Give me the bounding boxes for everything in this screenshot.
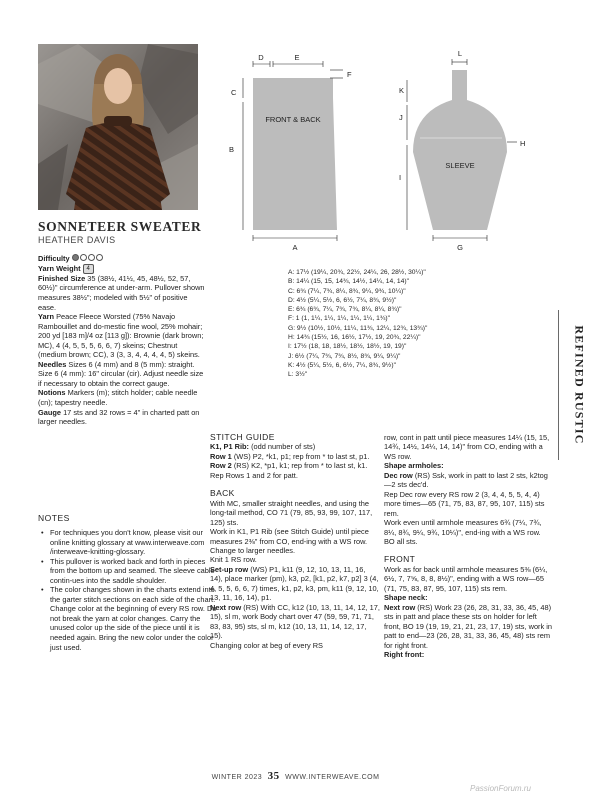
- notions-label: Notions: [38, 388, 66, 398]
- list-item: K: 4½ (5¼, 5½, 6, 6½, 7¼, 8¾, 9½)": [288, 361, 396, 369]
- difficulty-label: Difficulty: [38, 254, 70, 263]
- list-item: • The color changes shown in the charts extend into the garter stitch sections on each side of the chart. Change color at the beginning of every RS row. Do not break the yarn at color changes. Carry the unused color up the side of the piece until it is needed again. Bring the new color under the color just used.: [41, 585, 217, 652]
- schematic-diagram: [215, 40, 535, 265]
- finished-size-label: Finished Size: [38, 273, 86, 283]
- dimension-b-label: B: [229, 145, 235, 154]
- measurements-list: [288, 268, 528, 380]
- website-label: WWW.INTERWEAVE.COM: [285, 774, 380, 781]
- list-item: L: 3½": [288, 371, 308, 379]
- list-item: C: 6¾ (7¼, 7¾, 8¼, 8¾, 9¼, 9¾, 10¼)": [288, 287, 406, 295]
- pattern-title: SONNETEER SWEATER: [38, 219, 202, 234]
- notes-heading: NOTES: [38, 513, 70, 523]
- section-tab-label: REFINED RUSTIC: [572, 325, 587, 445]
- dimension-f-label: F: [347, 70, 352, 79]
- dimension-c-label: C: [231, 88, 237, 97]
- difficulty-dots-icon: [72, 254, 104, 264]
- back-heading: BACK: [210, 488, 235, 499]
- notes-list: [38, 528, 220, 652]
- instructions-column-2: STITCH GUIDE K1, P1 Rib: (odd number of sts) Row 1 (WS) P2, *k1, p1; rep from * to last st, p1. Row 2 (RS) K2, *p1, k1; rep from * to last st, k1. Rep Rows 1 and 2 for patt. BACK With MC, smaller straight needles, and using the long-tail method, CO 71 (79, 85, 93, 99, 107, 117, 125) sts. Work in K1, P1 Rib (see Stitch Guide) until piece measures 2⅜" from CO, end-ing with a WS row. Change to larger needles. Knit 1 RS row. Set-up row (WS) P1, k11 (9, 12, 10, 13, 11, 16, 14), place marker (pm), k3, p2, [k1, p2, k7, p2] 3 (4, 4, 5, 5, 6, 6, 7) times, k1, p2, k3, pm, k11 (9, 12, 10, 13, 11, 16, 14), p1. Next row (RS) With CC, k12 (10, 13, 11, 14, 12, 17, 15), sl m, work Body chart over 47 (59, 59, 71, 71, 83, 83, 95) sts, sl m, k12 (10, 13, 11, 14, 12, 17, 15). Changing color at beg of every RS: [210, 432, 380, 650]
- list-item: H: 14¾ (15½, 16, 16½, 17½, 19, 20¾, 22¼)": [288, 334, 421, 342]
- shape-armholes-subheading: Shape armholes:: [384, 461, 444, 471]
- gauge-label: Gauge: [38, 407, 61, 417]
- front-heading: FRONT: [384, 554, 416, 565]
- rib-title: K1, P1 Rib:: [210, 442, 250, 452]
- list-item: • This pullover is worked back and forth in pieces from the bottom up and seamed. The sleeve cable contin-ues into the saddle shoulder.: [41, 556, 215, 585]
- needles-text: Sizes 6 (4 mm) and 8 (5 mm): straight. Size 6 (4 mm): 16" circular (cir). Adjust needle size if necessary to obtain the correct gauge.: [38, 359, 204, 388]
- bullet-icon: •: [41, 556, 44, 566]
- page-number: 35: [267, 770, 280, 782]
- pattern-specs: [38, 254, 206, 427]
- yarn-weight-icon: 4: [83, 264, 94, 274]
- instructions-column-3: row, cont in patt until piece measures 14¼ (15, 15, 14¾, 14½, 14¼, 14, 14)" from CO, ending with a WS row. Shape armholes: Dec row (RS) Ssk, work in patt to last 2 sts, k2tog—2 sts dec'd. Rep Dec row every RS row 2 (3, 4, 4, 5, 5, 4, 4) more times—65 (71, 75, 83, 87, 95, 107, 115) sts rem. Work even until armhole measures 6¾ (7¼, 7¾, 8¼, 8¾, 9¼, 9¾, 10¼)", end-ing with a WS row. BO all sts. FRONT Work as for back until armhole measures 5⅜ (6¼, 6½, 7, 7⅝, 8, 8, 8½)", ending with a WS row—65 (71, 75, 83, 87, 95, 107, 115) sts rem. Shape neck: Next row (RS) Work 23 (26, 28, 31, 33, 36, 45, 48) sts in patt and place these sts on holder for left front, BO 19 (19, 19, 21, 21, 23, 17, 19) sts, work in patt to end—23 (26, 28, 31, 33, 36, 45, 48) sts rem for right front. Right front:: [384, 433, 553, 659]
- dimension-d-label: D: [258, 53, 264, 62]
- dimension-a-label: A: [292, 243, 298, 252]
- right-front-subheading: Right front:: [384, 649, 425, 659]
- designer-name: HEATHER DAVIS: [38, 235, 116, 245]
- front-back-shape: [253, 70, 337, 230]
- list-item: E: 6¾ (6¾, 7¼, 7¾, 7¾, 8¼, 8¼, 8¾)": [288, 306, 402, 314]
- dimension-i-label: I: [399, 173, 402, 182]
- watermark: PassionForum.ru: [470, 784, 531, 793]
- dimension-j-label: J: [399, 113, 403, 122]
- front-back-label: FRONT & BACK: [265, 115, 321, 124]
- gauge-text: 17 sts and 32 rows = 4" in charted patt on larger needles.: [38, 407, 200, 427]
- dimension-l-label: L: [457, 49, 463, 58]
- list-item: G: 9½ (10½, 10½, 11¼, 11¾, 12¼, 12¾, 13¾)": [288, 324, 428, 332]
- model-photo: [38, 44, 198, 210]
- dimension-g-label: G: [457, 243, 463, 252]
- shape-neck-subheading: Shape neck:: [384, 593, 428, 603]
- list-item: J: 6½ (7¼, 7¾, 7¾, 8½, 8¾, 9¼, 9¼)": [288, 352, 401, 360]
- list-item: F: 1 (1, 1¼, 1¼, 1¼, 1¼, 1¼, 1¾)": [288, 315, 391, 323]
- notions-text: Markers (m); stitch holder; cable needle (cn); tapestry needle.: [38, 388, 198, 407]
- list-item: A: 17½ (19¼, 20¾, 22½, 24¼, 26, 28½, 30¼)": [288, 269, 426, 276]
- yarn-text: Peace Fleece Worsted (75% Navajo Rambouillet and do-mestic fine wool, 25% mohair; 200 yd [183 m]/4 oz [113 g]): Brownie (dark brown; MC), 4 (4, 5, 5, 5, 6, 6, 7) skeins; Chestnut (medium brown; CC), 3 (3, 3, 4, 4, 4, 4, 5) skeins.: [38, 312, 204, 360]
- section-tab: [558, 310, 591, 460]
- list-item: B: 14¼ (15, 15, 14¾, 14½, 14¼, 14, 14)": [288, 278, 409, 286]
- finished-size-text: 35 (38½, 41½, 45, 48½, 52, 57, 60½)" circumference at under-arm. Pullover shown measures 38½"; modeled with 5½" of positive ease.: [38, 273, 205, 312]
- list-item: I: 17½ (18, 18, 18½, 18½, 18½, 19, 19)": [288, 343, 407, 351]
- yarn-label: Yarn: [38, 312, 55, 322]
- sleeve-label: SLEEVE: [445, 161, 475, 170]
- stitch-guide-heading: STITCH GUIDE: [210, 432, 275, 442]
- issue-label: WINTER 2023: [211, 774, 263, 781]
- list-item: • For techniques you don't know, please visit our online knitting glossary at www.interweave.com /interweave-knitting-glossary.: [41, 528, 205, 557]
- sleeve-shape: [413, 70, 507, 230]
- list-item: D: 4½ (5¼, 5½, 6, 6½, 7¼, 8¾, 9½)": [288, 296, 397, 304]
- dimension-e-label: E: [294, 53, 300, 62]
- sweater-model-illustration: [38, 44, 198, 210]
- bullet-icon: •: [41, 585, 44, 595]
- yarn-weight-label: Yarn Weight: [38, 263, 81, 273]
- bullet-icon: •: [41, 528, 44, 537]
- needles-label: Needles: [38, 359, 67, 369]
- page-footer: [0, 770, 591, 782]
- dimension-h-label: H: [520, 139, 526, 148]
- dimension-k-label: K: [399, 86, 405, 95]
